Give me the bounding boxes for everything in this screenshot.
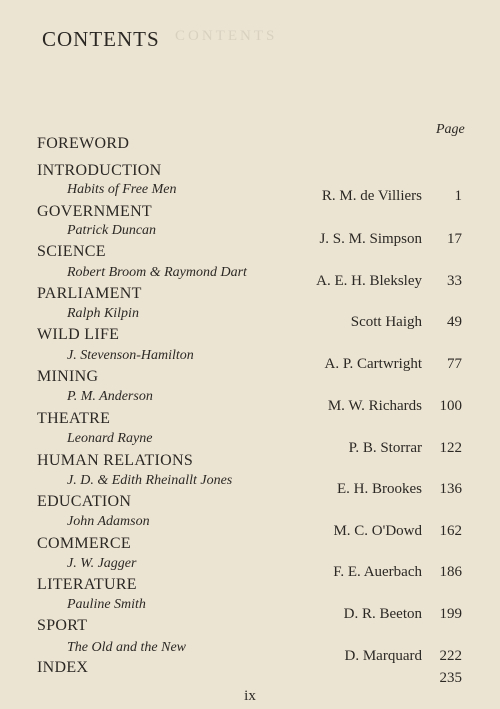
section-heading: COMMERCE	[37, 535, 131, 552]
section-subtitle: Patrick Duncan	[67, 223, 157, 238]
page-number: 1	[454, 188, 462, 204]
section-heading: WILD LIFE	[37, 326, 120, 343]
section-heading: LITERATURE	[37, 576, 137, 593]
section-subtitle: Habits of Free Men	[67, 182, 177, 197]
folio-page-number: ix	[244, 688, 256, 704]
page-column-label: Page	[436, 122, 465, 137]
section-heading: SPORT	[37, 617, 88, 634]
section-subtitle: Ralph Kilpin	[67, 306, 139, 321]
section-heading: SCIENCE	[37, 243, 106, 260]
page-number: 100	[439, 398, 462, 414]
section-author: R. M. de Villiers	[321, 188, 422, 204]
page-number: 222	[439, 648, 462, 664]
section-author: M. C. O'Dowd	[333, 523, 422, 539]
section-heading: GOVERNMENT	[37, 203, 152, 220]
section-subtitle: J. D. & Edith Rheinallt Jones	[67, 473, 233, 488]
page-number: 33	[447, 273, 462, 289]
page-number: 186	[439, 564, 462, 580]
page-number: 199	[439, 606, 462, 622]
page-number: 49	[447, 314, 462, 330]
section-subtitle: Leonard Rayne	[67, 431, 153, 446]
section-subtitle: The Old and the New	[67, 640, 186, 655]
bleed-through-text: CONTENTS	[175, 28, 278, 44]
section-heading: EDUCATION	[37, 493, 132, 510]
section-heading: THEATRE	[37, 410, 111, 427]
section-heading: INDEX	[37, 659, 89, 676]
section-author: A. P. Cartwright	[324, 356, 422, 372]
section-author: D. R. Beeton	[343, 606, 422, 622]
section-author: E. H. Brookes	[337, 481, 422, 497]
section-subtitle: Robert Broom & Raymond Dart	[67, 265, 247, 280]
page-number: 162	[439, 523, 462, 539]
section-author: J. S. M. Simpson	[319, 231, 422, 247]
section-heading: HUMAN RELATIONS	[37, 452, 194, 469]
section-author: A. E. H. Bleksley	[316, 273, 422, 289]
section-subtitle: John Adamson	[67, 514, 150, 529]
section-heading: MINING	[37, 368, 99, 385]
section-heading: PARLIAMENT	[37, 285, 142, 302]
page-number: 122	[439, 440, 462, 456]
section-author: Scott Haigh	[350, 314, 422, 330]
section-heading: FOREWORD	[37, 135, 130, 152]
section-author: P. B. Storrar	[348, 440, 422, 456]
section-author: M. W. Richards	[327, 398, 422, 414]
page-number: 77	[447, 356, 462, 372]
section-subtitle: P. M. Anderson	[67, 389, 153, 404]
section-subtitle: Pauline Smith	[67, 597, 146, 612]
page-number: 17	[447, 231, 462, 247]
section-author: F. E. Auerbach	[333, 564, 422, 580]
page-title: CONTENTS	[42, 27, 160, 51]
section-subtitle: J. W. Jagger	[67, 556, 137, 571]
section-author: D. Marquard	[344, 648, 422, 664]
page-number: 136	[439, 481, 462, 497]
section-heading: INTRODUCTION	[37, 162, 162, 179]
page-number: 235	[439, 670, 462, 686]
section-subtitle: J. Stevenson-Hamilton	[67, 348, 194, 363]
